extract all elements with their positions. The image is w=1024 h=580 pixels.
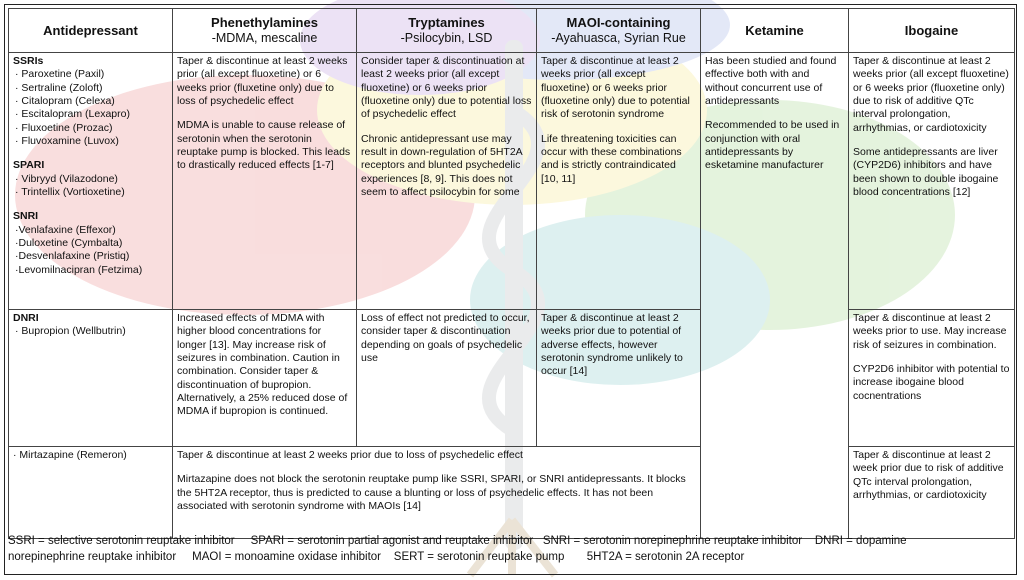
cell-text: Taper & discontinue at least 2 weeks prior (all except fluoxetine) or 6 weeks prior (fluoxetine only) due to potential risk of serotonin syndrome bbox=[541, 55, 690, 121]
cell-text: Taper & discontinue at least 2 weeks prior due to potential of adverse effects, however serotonin syndrome unlikely to occur [14] bbox=[541, 312, 683, 378]
drug-item: · Bupropion (Wellbutrin) bbox=[15, 325, 126, 338]
header-antidepressant: Antidepressant bbox=[9, 9, 173, 53]
drug-item: · Fluvoxamine (Luvox) bbox=[15, 134, 119, 147]
cell-text: Taper & discontinue at least 2 weeks prior (all except fluoxetine) or 6 weeks prior (fluoxetine only) due to risk of additive QTc interval prolongation, arrhythmias, or cardiotoxicity bbox=[853, 55, 1009, 134]
drug-item: · Citalopram (Celexa) bbox=[15, 94, 115, 107]
drug-list-spari bbox=[13, 173, 168, 200]
header-tryptamines-examples: -Psilocybin, LSD bbox=[400, 30, 493, 45]
interaction-table bbox=[8, 8, 1015, 539]
drug-item: · Trintellix (Vortioxetine) bbox=[15, 185, 125, 198]
header-ketamine: Ketamine bbox=[701, 9, 849, 53]
tryptamines-cell-dnri bbox=[357, 310, 537, 447]
cell-text: Recommended to be used in conjunction with oral antidepressants by esketamine manufacturer bbox=[705, 119, 840, 172]
class-label-ssri: SSRIs bbox=[13, 55, 44, 67]
drug-item: · Fluxoetine (Prozac) bbox=[15, 121, 113, 134]
cell-text: Some antidepressants are liver (CYP2D6) inhibitors and have been shown to double ibogaine blood concentrations [12] bbox=[853, 145, 999, 198]
header-maoi-examples: -Ayahuasca, Syrian Rue bbox=[551, 30, 686, 45]
table-row-dnri bbox=[9, 310, 1015, 447]
header-tryptamines: Tryptamines -Psilocybin, LSD bbox=[357, 9, 537, 53]
table-row-ssri-spari-snri bbox=[9, 53, 1015, 310]
cell-text: CYP2D6 inhibitor with potential to increase ibogaine blood cocnentrations bbox=[853, 362, 1010, 402]
class-label-dnri: DNRI bbox=[13, 312, 39, 324]
drug-list-snri bbox=[13, 224, 168, 277]
header-phenethylamines-examples: -MDMA, mescaline bbox=[211, 30, 318, 45]
ibogaine-cell-mirtazapine bbox=[849, 447, 1015, 539]
drug-list-ssri bbox=[13, 68, 168, 148]
cell-text: Taper & discontinue at least 2 weeks prior to use. May increase risk of seizures in combination. bbox=[853, 312, 1007, 351]
ibogaine-cell-ssri bbox=[849, 53, 1015, 310]
cell-text: Increased effects of MDMA with higher blood concentrations for longer [13]. May increase risk of seizures in combination. Caution in combination. Consider taper & discontinuation of bupropion. Alternatively, a 25% reduced dose of MDMA if bupropion is continued. bbox=[177, 312, 348, 418]
table-row-mirtazapine bbox=[9, 447, 1015, 539]
cell-text: MDMA is unable to cause release of serotonin when the serotonin reuptake pump is blocked. This leads to drastically reduced effects [1-7] bbox=[177, 119, 351, 172]
phenethylamines-cell-ssri bbox=[173, 53, 357, 310]
drug-list-dnri bbox=[13, 325, 168, 338]
class-label-spari: SPARI bbox=[13, 159, 45, 172]
drug-item: · Mirtazapine (Remeron) bbox=[13, 449, 127, 461]
cell-text: Loss of effect not predicted to occur, consider taper & discontinuation depending on goals of psychedelic use bbox=[361, 312, 530, 364]
drug-item: ·Venlafaxine (Effexor) bbox=[15, 223, 116, 236]
header-row bbox=[9, 9, 1015, 53]
ketamine-cell-all bbox=[701, 53, 849, 539]
drug-item: ·Duloxetine (Cymbalta) bbox=[15, 236, 123, 249]
abbreviation-legend: SSRI = selective serotonin reuptake inhibitor SPARI = serotonin partial agonist and reuptake inhibitor SNRI = serotonin norepinephrine reuptake inhibitor DNRI = dopamine norepinephrine reuptake inhibitor MAOI = monoamine oxidase inhibitor SERT = serotonin reuptake pump 5HT2A = serotonin 2A receptor bbox=[8, 535, 907, 564]
maoi-cell-ssri bbox=[537, 53, 701, 310]
drug-item: ·Levomilnacipran (Fetzima) bbox=[15, 263, 143, 276]
ibogaine-cell-dnri bbox=[849, 310, 1015, 447]
cell-text: Mirtazapine does not block the serotonin reuptake pump like SSRI, SPARI, or SNRI antidepressants. It blocks the 5HT2A receptor, thus is predicted to cause a blunting or loss of psychedelic effects. It has not been associated with serotonin syndrome with MAOIs [14] bbox=[177, 473, 686, 512]
header-ibogaine: Ibogaine bbox=[849, 9, 1015, 53]
class-label-snri: SNRI bbox=[13, 210, 39, 223]
antidepressant-cell-ssri-spari-snri bbox=[9, 53, 173, 310]
drug-item: · Vibryyd (Vilazodone) bbox=[15, 172, 118, 185]
cell-text: Has been studied and found effective both with and without concurrent use of antidepressants bbox=[705, 55, 837, 107]
header-phenethylamines: Phenethylamines -MDMA, mescaline bbox=[173, 9, 357, 53]
phenethylamines-cell-dnri bbox=[173, 310, 357, 447]
drug-item: · Paroxetine (Paxil) bbox=[15, 68, 105, 81]
cell-text: Chronic antidepressant use may result in down-regulation of 5HT2A receptors and blunted psychedelic experiences [8, 9]. This does not seem to affect psilocybin for some bbox=[361, 132, 523, 198]
merged-psychedelic-cell-mirtazapine bbox=[173, 447, 701, 539]
tryptamines-cell-ssri bbox=[357, 53, 537, 310]
cell-text: Taper & discontinue at least 2 week prior due to risk of additive QTc interval prolongation, arrhythmias, or cardiotoxicity bbox=[853, 449, 1004, 501]
cell-text: Life threatening toxicities can occur with these combinations and is strictly contraindicated [10, 11] bbox=[541, 132, 682, 185]
header-maoi: MAOI-containing -Ayahuasca, Syrian Rue bbox=[537, 9, 701, 53]
drug-item: ·Desvenlafaxine (Pristiq) bbox=[15, 250, 130, 263]
maoi-cell-dnri bbox=[537, 310, 701, 447]
drug-item: · Sertraline (Zoloft) bbox=[15, 81, 103, 94]
drug-item: · Escitalopram (Lexapro) bbox=[15, 108, 130, 121]
antidepressant-cell-dnri bbox=[9, 310, 173, 447]
antidepressant-cell-mirtazapine bbox=[9, 447, 173, 539]
cell-text: Taper & discontinue at least 2 weeks prior due to loss of psychedelic effect bbox=[177, 449, 523, 461]
cell-text: Taper & discontinue at least 2 weeks prior (all except fluoxetine) or 6 weeks prior (fluxetine only) due to loss of psychedelic effect bbox=[177, 55, 348, 107]
cell-text: Consider taper & discontinuation at least 2 weeks prior (all except fluoxetine) or 6 weeks prior (fluoxetine only) due to potential loss of psychedelic effect bbox=[361, 55, 532, 121]
